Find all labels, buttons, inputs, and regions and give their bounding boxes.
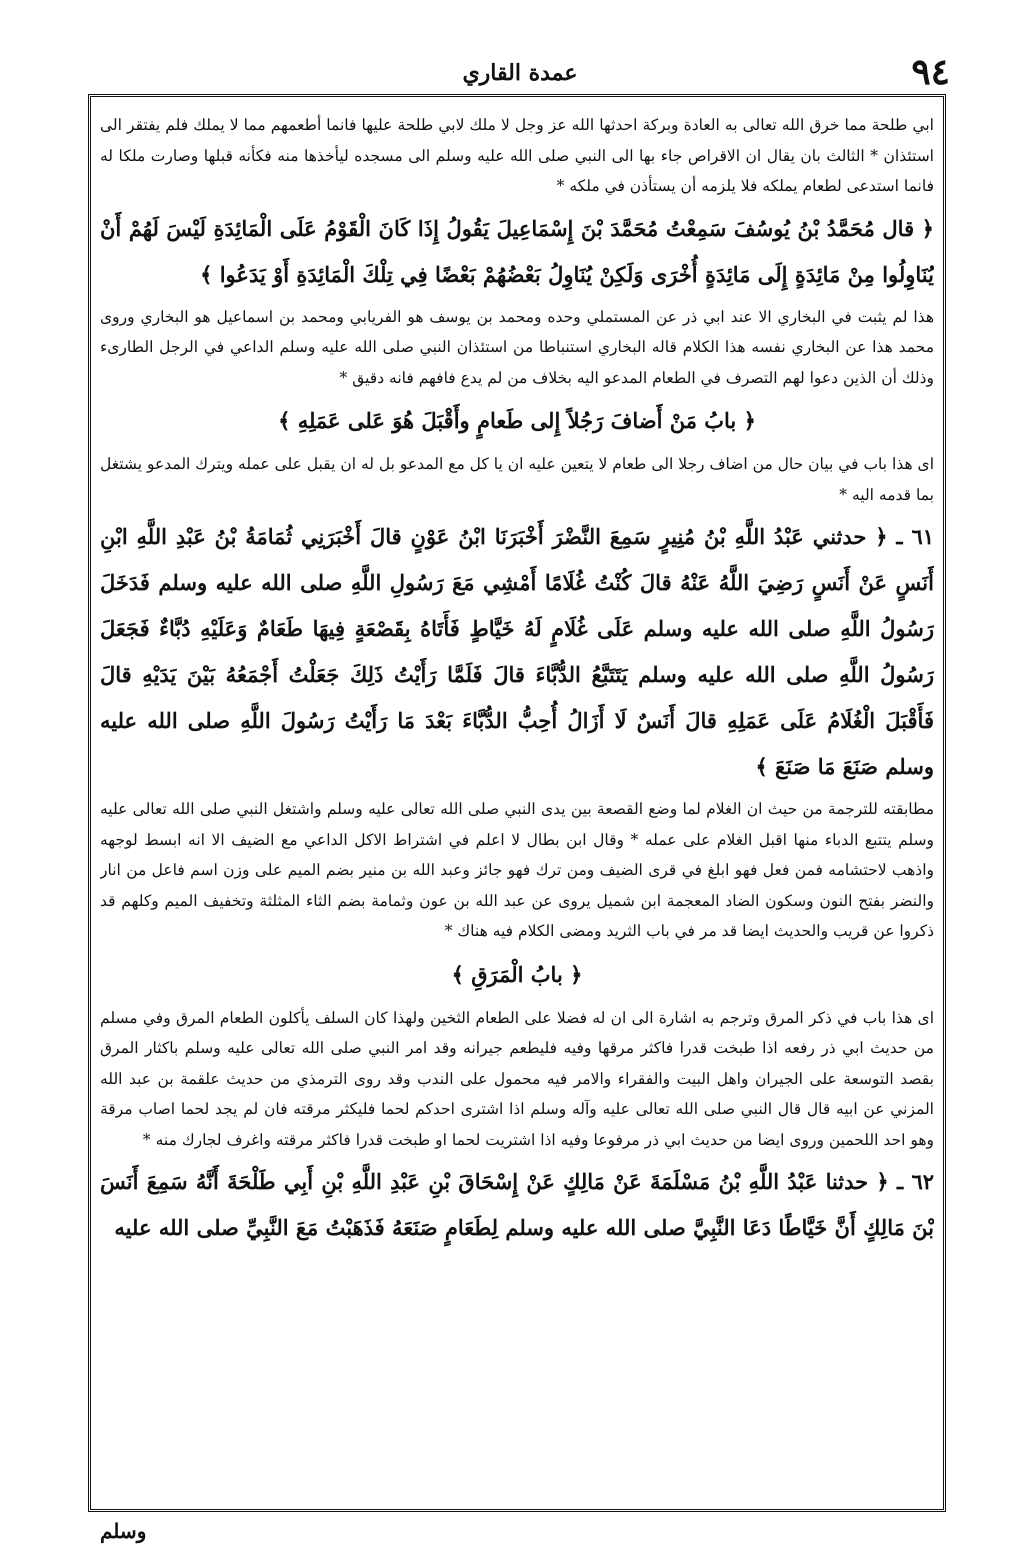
commentary-paragraph: هذا لم يثبت في البخاري الا عند ابي ذر عن المستملي وحده ومحمد بن يوسف هو الفريابي ومحمد بن اسماعيل هو البخاري وروى محمد هذا عن البخاري نفسه هذا الكلام قاله البخاري استنباطا من استئذان النبي صلى الله عليه وسلم الداعي في الرجل الطارىء وذلك أن الذين دعوا لهم التصرف في الطعام المدعو اليه بخلاف من لم يدع فافهم فانه دقيق * xyxy=(100,307,934,387)
page-header xyxy=(90,52,950,92)
page-body xyxy=(100,110,934,1506)
hadith-text: ﴿ قال مُحَمَّدُ بْنُ يُوسُفَ سَمِعْتُ مُحَمَّدَ بْنَ إِسْمَاعِيلَ يَقُولُ إِذَا كَانَ الْقَوْمُ عَلَى الْمَائِدَةِ لَيْسَ لَهُمْ أَنْ يُنَاوِلُوا مِنْ مَائِدَةٍ إِلَى مَائِدَةٍ أُخْرَى وَلَكِنْ يُنَاوِلُ بَعْضُهُمْ بَعْضًا فِي تِلْكَ الْمَائِدَةِ أَوْ يَدَعُوا ﴾ xyxy=(100,215,934,287)
hadith-text: ٦١ ـ ﴿ حدثني عَبْدُ اللَّهِ بْنُ مُنِيرٍ سَمِعَ النَّضْرَ أَخْبَرَنَا ابْنُ عَوْنٍ قالَ أَخْبَرَنِي ثُمَامَةُ بْنُ عَبْدِ اللَّهِ ابْنِ أَنَسٍ عَنْ أَنَسٍ رَضِيَ اللَّهُ عَنْهُ قالَ كُنْتُ غُلَامًا أَمْشِي مَعَ رَسُولِ اللَّهِ صلى الله عليه وسلم فَدَخَلَ رَسُولُ اللَّهِ صلى الله عليه وسلم عَلَى غُلَامٍ لَهُ خَيَّاطٍ فَأَتَاهُ بِقَصْعَةٍ فِيهَا طَعَامٌ وَعَلَيْهِ دُبَّاءٌ فَجَعَلَ رَسُولُ اللَّهِ صلى الله عليه وسلم يَتَتَبَّعُ الدُّبَّاءَ قالَ فَلَمَّا رَأَيْتُ ذَلِكَ جَعَلْتُ أَجْمَعُهُ بَيْنَ يَدَيْهِ قالَ فَأَقْبَلَ الْغُلَامُ عَلَى عَمَلِهِ قالَ أَنَسٌ لَا أَزَالُ أُحِبُّ الدُّبَّاءَ بَعْدَ مَا رَأَيْتُ رَسُولَ اللَّهِ صلى الله عليه وسلم صَنَعَ مَا صَنَعَ ﴾ xyxy=(100,524,934,779)
chapter-heading: ﴿ بابُ مَنْ أَضافَ رَجُلاً إِلى طَعامٍ وأَقْبَلَ هُوَ عَلى عَمَلِهِ ﴾ xyxy=(278,408,756,433)
commentary-paragraph: اى هذا باب في بيان حال من اضاف رجلا الى طعام لا يتعين عليه ان يا كل مع المدعو بل له ان يقبل على عمله ويترك المدعو يشتغل بما قدمه اليه * xyxy=(100,455,934,504)
commentary-paragraph: ابي طلحة مما خرق الله تعالى به العادة وبركة احدثها الله عز وجل لا ملك لابي طلحة عليها فانما أطعمهم مما لا يملك فلم يفتقر الى استئذان * الثالث بان يقال ان الاقراص جاء بها الى النبي صلى الله عليه وسلم الى مسجده ليأخذها منه فكأنه قبلها وصارت ملكا له فانما استدعى لطعام يملكه فلا يلزمه أن يستأذن في ملكه * xyxy=(100,116,934,195)
hadith-text: ٦٢ ـ ﴿ حدثنا عَبْدُ اللَّهِ بْنُ مَسْلَمَةَ عَنْ مَالِكٍ عَنْ إِسْحَاقَ بْنِ عَبْدِ اللَّهِ بْنِ أَبِي طَلْحَةَ أَنَّهُ سَمِعَ أَنَسَ بْنَ مَالِكٍ أَنَّ خَيَّاطًا دَعَا النَّبِيَّ صلى الله عليه وسلم لِطَعَامٍ صَنَعَهُ فَذَهَبْتُ مَعَ النَّبِيِّ صلى الله عليه xyxy=(100,1169,934,1240)
page-number: ٩٤ xyxy=(911,51,950,93)
running-title: عمدة القاري xyxy=(462,60,578,86)
commentary-paragraph: اى هذا باب في ذكر المرق وترجم به اشارة الى ان له فضلا على الطعام الثخين ولهذا كان السلف يأكلون الطعام المرق وفي مسلم من حديث ابي ذر رفعه اذا طبخت قدرا فاكثر مرقها وفيه فليطعم جيرانه وقد امر النبي صلى الله تعالى عليه وسلم باكثار المرق بقصد التوسعة على الجيران واهل البيت والفقراء والامر فيه محمول على الندب وقد روى الترمذي من حديث علقمة بن عبد الله المزني عن ابيه قال قال النبي صلى الله تعالى عليه وآله وسلم اذا اشترى احدكم لحما فليكثر مرقته فان لم يجد لحما اصاب مرقة وهو احد اللحمين وروى ايضا من حديث ابي ذر مرفوعا وفيه اذا اشتريت لحما او طبخت قدرا فاكثر مرقته واغرف لجارك منه * xyxy=(100,1008,934,1149)
chapter-heading: ﴿ بابُ الْمَرَقِ ﴾ xyxy=(451,961,583,987)
catchword: وسلم xyxy=(100,1519,147,1543)
commentary-paragraph: مطابقته للترجمة من حيث ان الغلام لما وضع القصعة بين يدى النبي صلى الله تعالى عليه وسلم واشتغل النبي صلى الله تعالى عليه وسلم يتتبع الدباء منها اقبل الغلام على عمله * وقال ابن بطال لا اعلم في اشتراط الاكل الداعي مع الضيف الا انه ابسط لوجهه واذهب لاحتشامه فمن فعل فهو ابلغ في قرى الضيف ومن ترك فهو جائز وعبد الله بن منير بضم الميم على وزن اسم فاعل من انار والنضر بفتح النون وسكون الضاد المعجمة ابن شميل يروى عن عبد الله بن عون وثمامة بضم الثاء المثلثة وتخفيف الميم وكلهم قد ذكروا عن قريب والحديث ايضا قد مر في باب الثريد ومضى الكلام فيه هناك * xyxy=(100,800,934,940)
